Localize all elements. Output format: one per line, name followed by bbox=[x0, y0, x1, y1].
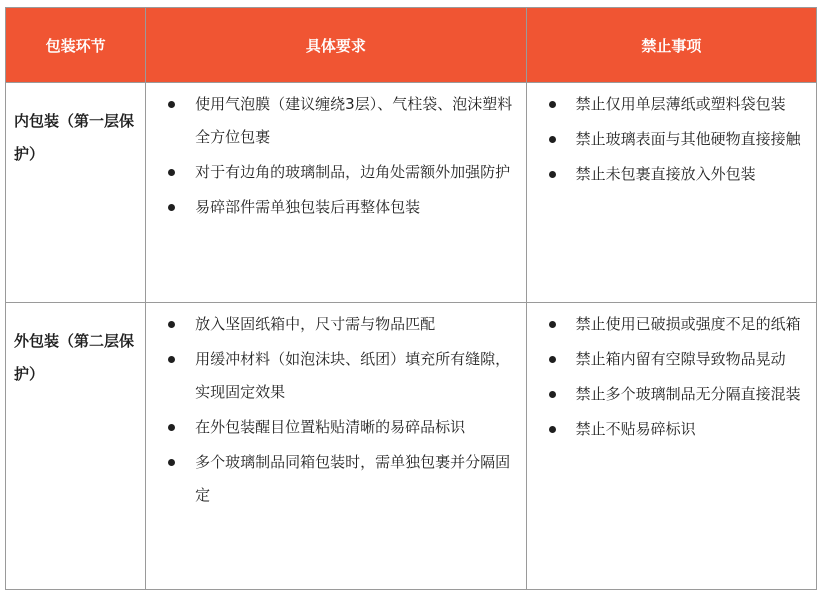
bullet-icon bbox=[168, 356, 175, 363]
prohibitions-cell bbox=[526, 303, 816, 590]
list-item-text: 用缓冲材料（如泡沫块、纸团）填充所有缝隙，实现固定效果 bbox=[195, 350, 511, 401]
list-item-text: 易碎部件需单独包装后再整体包装 bbox=[195, 198, 421, 216]
header-requirements: 具体要求 bbox=[146, 8, 526, 83]
table-row bbox=[6, 83, 817, 303]
list-item bbox=[528, 413, 807, 446]
list-item-text: 禁止玻璃表面与其他硬物直接接触 bbox=[575, 130, 801, 148]
list-item bbox=[528, 123, 807, 156]
header-stage: 包装环节 bbox=[6, 8, 146, 83]
bullet-icon bbox=[549, 426, 556, 433]
list-item-text: 禁止仅用单层薄纸或塑料袋包装 bbox=[575, 95, 786, 113]
bullet-icon bbox=[168, 204, 175, 211]
requirements-list bbox=[147, 84, 524, 224]
list-item-text: 禁止多个玻璃制品无分隔直接混装 bbox=[575, 385, 801, 403]
bullet-icon bbox=[549, 356, 556, 363]
table-row bbox=[6, 303, 817, 590]
bullet-icon bbox=[168, 459, 175, 466]
bullet-icon bbox=[549, 136, 556, 143]
requirements-cell bbox=[146, 83, 526, 303]
bullet-icon bbox=[549, 321, 556, 328]
list-item bbox=[147, 411, 516, 444]
stage-cell: 外包装（第二层保护） bbox=[6, 303, 146, 590]
bullet-icon bbox=[549, 171, 556, 178]
list-item bbox=[147, 343, 516, 409]
list-item bbox=[147, 308, 516, 341]
list-item-text: 使用气泡膜（建议缠绕3层）、气柱袋、泡沫塑料全方位包裹 bbox=[195, 95, 513, 146]
list-item bbox=[147, 88, 516, 154]
prohibitions-list bbox=[528, 84, 815, 191]
requirements-list bbox=[147, 304, 524, 512]
list-item-text: 在外包装醒目位置粘贴清晰的易碎品标识 bbox=[195, 418, 466, 436]
list-item-text: 禁止箱内留有空隙导致物品晃动 bbox=[575, 350, 786, 368]
bullet-icon bbox=[168, 424, 175, 431]
list-item bbox=[147, 191, 516, 224]
bullet-icon bbox=[168, 101, 175, 108]
list-item bbox=[147, 446, 516, 512]
list-item-text: 放入坚固纸箱中，尺寸需与物品匹配 bbox=[195, 315, 436, 333]
bullet-icon bbox=[549, 101, 556, 108]
header-prohibitions: 禁止事项 bbox=[526, 8, 816, 83]
header-row bbox=[6, 8, 817, 83]
list-item bbox=[528, 308, 807, 341]
list-item bbox=[528, 158, 807, 191]
bullet-icon bbox=[168, 169, 175, 176]
stage-cell: 内包装（第一层保护） bbox=[6, 83, 146, 303]
list-item-text: 禁止使用已破损或强度不足的纸箱 bbox=[575, 315, 801, 333]
list-item bbox=[528, 88, 807, 121]
list-item-text: 禁止未包裹直接放入外包装 bbox=[575, 165, 756, 183]
list-item bbox=[528, 343, 807, 376]
list-item-text: 禁止不贴易碎标识 bbox=[575, 420, 696, 438]
prohibitions-cell bbox=[526, 83, 816, 303]
prohibitions-list bbox=[528, 304, 815, 446]
bullet-icon bbox=[549, 391, 556, 398]
packaging-table bbox=[5, 7, 817, 590]
bullet-icon bbox=[168, 321, 175, 328]
list-item-text: 对于有边角的玻璃制品，边角处需额外加强防护 bbox=[195, 163, 511, 181]
list-item bbox=[528, 378, 807, 411]
requirements-cell bbox=[146, 303, 526, 590]
list-item-text: 多个玻璃制品同箱包装时，需单独包裹并分隔固定 bbox=[195, 453, 511, 504]
list-item bbox=[147, 156, 516, 189]
